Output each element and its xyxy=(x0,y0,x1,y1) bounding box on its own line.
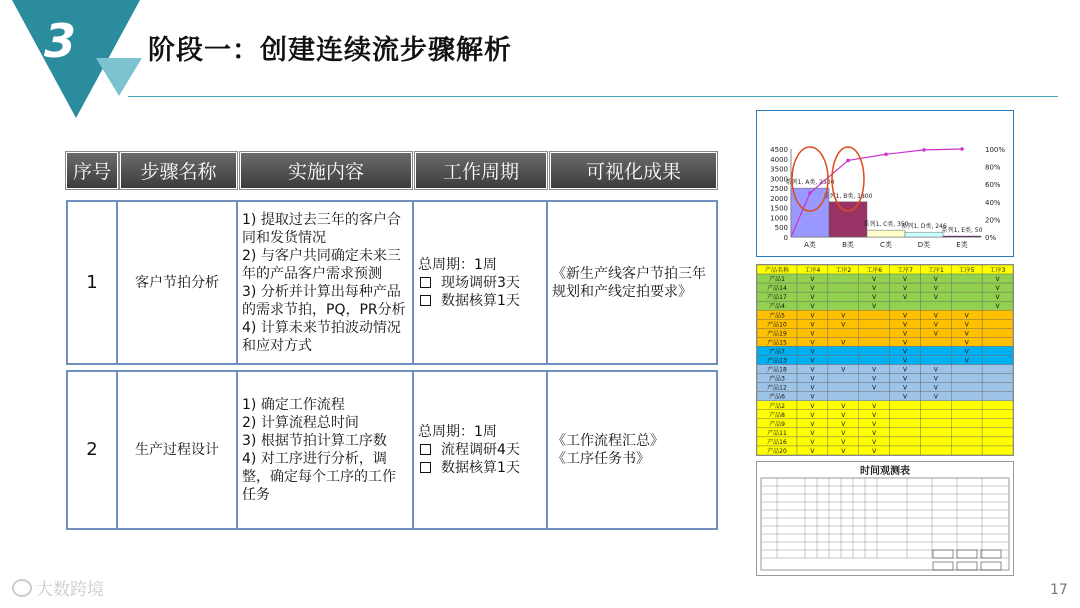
matrix-cell xyxy=(982,419,1013,428)
matrix-mark: V xyxy=(964,339,969,347)
matrix-cell xyxy=(982,319,1013,328)
matrix-cell xyxy=(859,328,890,337)
matrix-row-name: 产品11 xyxy=(767,429,787,437)
matrix-mark: V xyxy=(810,420,815,428)
matrix-mark: V xyxy=(964,348,969,356)
time-observation-sheet xyxy=(756,461,1014,576)
matrix-mark: V xyxy=(902,312,908,320)
product-process-matrix xyxy=(756,264,1014,456)
matrix-row-name: 产品12 xyxy=(767,384,787,392)
matrix-cell xyxy=(890,446,921,455)
matrix-cell xyxy=(890,301,921,310)
row1-period-item: 数据核算1天 xyxy=(418,292,542,310)
matrix-mark: V xyxy=(810,339,815,347)
obs-stamp-box xyxy=(933,550,953,558)
pareto-chart xyxy=(756,110,1014,257)
matrix-cell xyxy=(828,283,859,292)
page-title: 阶段一：创建连续流步骤解析 xyxy=(148,35,512,66)
obs-stamp-box xyxy=(981,562,1001,570)
row1-result xyxy=(546,200,718,365)
observation-sheet-title: 时间观测表 xyxy=(860,466,910,477)
matrix-cell xyxy=(828,392,859,401)
matrix-row-name: 产品13 xyxy=(767,357,787,365)
pareto-pct-tick: 80% xyxy=(985,163,1001,172)
matrix-mark: V xyxy=(902,384,908,392)
row1-content-line: 2) 与客户共同确定未来三年的产品客户需求预测 xyxy=(242,247,401,282)
matrix-mark: V xyxy=(841,429,846,437)
matrix-cell xyxy=(920,346,951,355)
matrix-cell xyxy=(890,428,921,437)
matrix-cell xyxy=(951,365,982,374)
matrix-mark: V xyxy=(995,285,1000,293)
row2-content-line: 2) 计算流程总时间 xyxy=(242,415,359,431)
matrix-cell xyxy=(982,383,1013,392)
matrix-mark: V xyxy=(933,285,938,293)
matrix-cell xyxy=(951,419,982,428)
pareto-ytick: 500 xyxy=(774,224,788,233)
pareto-cumulative-point xyxy=(884,152,888,156)
matrix-row-name: 产品16 xyxy=(767,438,787,446)
pareto-data-label: 系列1, D类, 246 xyxy=(901,223,947,231)
pareto-pct-tick: 100% xyxy=(985,146,1006,154)
matrix-cell xyxy=(982,392,1013,401)
matrix-mark: V xyxy=(902,321,908,329)
matrix-mark: V xyxy=(810,393,815,401)
matrix-mark: V xyxy=(810,375,815,383)
row2-step: 生产过程设计 xyxy=(116,370,238,530)
matrix-cell xyxy=(828,346,859,355)
pareto-ytick: 4500 xyxy=(770,146,788,154)
matrix-mark: V xyxy=(841,411,846,419)
matrix-cell xyxy=(920,437,951,446)
row2-content-line: 1) 确定工作流程 xyxy=(242,397,345,413)
matrix-mark: V xyxy=(810,366,815,374)
matrix-cell xyxy=(951,428,982,437)
matrix-mark: V xyxy=(964,357,969,365)
pareto-bar xyxy=(943,236,981,237)
matrix-mark: V xyxy=(810,321,815,329)
pareto-ytick: 4000 xyxy=(770,155,788,164)
obs-frame xyxy=(761,478,1009,570)
matrix-header: 工序6 xyxy=(866,267,883,275)
matrix-cell xyxy=(920,301,951,310)
matrix-mark: V xyxy=(810,276,815,284)
matrix-cell xyxy=(828,301,859,310)
pareto-cumulative-point xyxy=(922,148,926,152)
matrix-mark: V xyxy=(964,321,969,329)
matrix-cell xyxy=(951,374,982,383)
matrix-row-name: 产品18 xyxy=(767,366,787,374)
matrix-cell xyxy=(982,355,1013,364)
matrix-cell xyxy=(951,283,982,292)
matrix-mark: V xyxy=(810,294,815,302)
matrix-mark: V xyxy=(872,402,877,410)
matrix-mark: V xyxy=(810,384,815,392)
checkbox-icon xyxy=(420,277,431,288)
matrix-mark: V xyxy=(872,375,877,383)
matrix-mark: V xyxy=(872,429,877,437)
matrix-cell xyxy=(982,437,1013,446)
matrix-mark: V xyxy=(841,312,846,320)
matrix-cell xyxy=(982,346,1013,355)
matrix-mark: V xyxy=(964,330,969,338)
matrix-mark: V xyxy=(872,294,877,302)
pareto-bar xyxy=(905,232,943,237)
obs-stamp-box xyxy=(957,550,977,558)
pareto-ytick: 0 xyxy=(783,234,788,242)
matrix-mark: V xyxy=(841,366,846,374)
matrix-header: 工序2 xyxy=(835,267,852,275)
matrix-mark: V xyxy=(872,420,877,428)
matrix-mark: V xyxy=(902,357,908,365)
row2-content xyxy=(236,370,414,530)
matrix-cell xyxy=(982,310,1013,319)
obs-stamp-box xyxy=(981,550,1001,558)
pareto-ytick: 3500 xyxy=(770,165,788,174)
matrix-mark: V xyxy=(872,366,877,374)
matrix-cell xyxy=(920,419,951,428)
matrix-cell xyxy=(859,337,890,346)
obs-stamp-box xyxy=(933,562,953,570)
matrix-row-name: 产品5 xyxy=(769,312,785,320)
matrix-mark: V xyxy=(933,384,938,392)
matrix-mark: V xyxy=(902,375,908,383)
pareto-bar xyxy=(867,230,905,237)
pareto-cumulative-point xyxy=(960,147,964,151)
matrix-cell xyxy=(859,310,890,319)
footer-logo: 大数跨境 xyxy=(12,575,104,600)
matrix-mark: V xyxy=(810,285,815,293)
matrix-header: 工序1 xyxy=(927,267,944,275)
matrix-mark: V xyxy=(964,312,969,320)
row2-period-item: 流程调研4天 xyxy=(418,441,542,459)
col-header-num: 序号 xyxy=(66,152,118,189)
matrix-cell xyxy=(982,328,1013,337)
matrix-mark: V xyxy=(810,438,815,446)
matrix-mark: V xyxy=(810,348,815,356)
matrix-mark: V xyxy=(810,411,815,419)
row1-step: 客户节拍分析 xyxy=(116,200,238,365)
matrix-mark: V xyxy=(933,276,938,284)
matrix-mark: V xyxy=(933,294,938,302)
matrix-mark: V xyxy=(933,366,938,374)
matrix-row-name: 产品4 xyxy=(769,303,785,311)
matrix-header: 产品名称 xyxy=(764,267,790,275)
matrix-cell xyxy=(859,346,890,355)
matrix-mark: V xyxy=(841,438,846,446)
matrix-mark: V xyxy=(810,303,815,311)
pareto-ytick: 2500 xyxy=(770,185,788,194)
matrix-mark: V xyxy=(810,448,815,455)
matrix-cell xyxy=(828,274,859,283)
matrix-cell xyxy=(982,410,1013,419)
matrix-cell xyxy=(951,401,982,410)
matrix-cell xyxy=(859,355,890,364)
checkbox-icon xyxy=(420,462,431,473)
matrix-mark: V xyxy=(902,348,908,356)
col-header-step: 步骤名称 xyxy=(120,152,237,189)
row1-content-line: 1) 提取过去三年的客户合同和发货情况 xyxy=(242,211,401,246)
pareto-category: A类 xyxy=(804,241,816,249)
row2-result-doc: 《工序任务书》 xyxy=(552,451,650,467)
row2-result xyxy=(546,370,718,530)
matrix-mark: V xyxy=(933,393,938,401)
col-header-content: 实施内容 xyxy=(240,152,412,189)
matrix-cell xyxy=(859,319,890,328)
matrix-row-name: 产品19 xyxy=(767,330,787,338)
matrix-mark: V xyxy=(810,402,815,410)
pareto-data-label: 系列1, C类, 350 xyxy=(863,221,909,229)
checkbox-icon xyxy=(420,295,431,306)
row1-content xyxy=(236,200,414,365)
matrix-mark: V xyxy=(841,448,846,455)
matrix-cell xyxy=(890,401,921,410)
pareto-bar xyxy=(829,202,867,237)
matrix-cell xyxy=(951,392,982,401)
col-header-period: 工作周期 xyxy=(415,152,547,189)
page-number: 17 xyxy=(1050,582,1068,598)
matrix-cell xyxy=(828,374,859,383)
matrix-row-name: 产品15 xyxy=(767,339,787,347)
matrix-cell xyxy=(828,292,859,301)
matrix-cell xyxy=(982,428,1013,437)
matrix-cell xyxy=(920,446,951,455)
matrix-mark: V xyxy=(902,294,908,302)
matrix-cell xyxy=(982,365,1013,374)
pareto-pct-tick: 0% xyxy=(985,234,997,242)
matrix-mark: V xyxy=(810,312,815,320)
matrix-mark: V xyxy=(841,321,846,329)
matrix-mark: V xyxy=(810,330,815,338)
matrix-mark: V xyxy=(902,339,908,347)
pareto-data-label: 系列1, A类, 2500 xyxy=(785,179,835,187)
matrix-cell xyxy=(951,383,982,392)
matrix-header: 工序7 xyxy=(897,267,913,275)
matrix-row-name: 产品14 xyxy=(767,285,787,293)
pareto-category: C类 xyxy=(880,241,892,249)
matrix-mark: V xyxy=(841,420,846,428)
matrix-row-name: 产品3 xyxy=(769,375,785,383)
matrix-mark: V xyxy=(872,438,877,446)
matrix-mark: V xyxy=(995,276,1000,284)
matrix-cell xyxy=(982,446,1013,455)
row1-content-line: 4) 计算未来节拍波动情况和应对方式 xyxy=(242,319,401,354)
matrix-header: 工序4 xyxy=(804,267,821,275)
matrix-row-name: 产品20 xyxy=(767,448,787,455)
matrix-header: 工序5 xyxy=(958,267,975,275)
pareto-data-label: 系列1, E类, 50 xyxy=(941,227,983,235)
matrix-row-name: 产品2 xyxy=(769,402,785,410)
highlight-circle xyxy=(832,147,864,211)
matrix-mark: V xyxy=(995,294,1000,302)
matrix-cell xyxy=(951,292,982,301)
pareto-cumulative-point xyxy=(846,159,850,163)
checkbox-icon xyxy=(420,444,431,455)
matrix-cell xyxy=(828,355,859,364)
matrix-mark: V xyxy=(902,330,908,338)
row2-period-item: 数据核算1天 xyxy=(418,459,542,477)
matrix-cell xyxy=(920,337,951,346)
matrix-cell xyxy=(982,337,1013,346)
row1-num: 1 xyxy=(66,200,118,365)
matrix-mark: V xyxy=(841,339,846,347)
matrix-cell xyxy=(951,446,982,455)
matrix-header: 工序3 xyxy=(989,267,1006,275)
logo-icon xyxy=(12,579,32,597)
row1-period-total: 总周期：1周 xyxy=(418,256,497,273)
pareto-ytick: 2000 xyxy=(770,194,788,203)
row1-period xyxy=(412,200,548,365)
matrix-mark: V xyxy=(933,375,938,383)
pareto-pct-tick: 20% xyxy=(985,216,1001,225)
matrix-cell xyxy=(951,274,982,283)
matrix-cell xyxy=(951,301,982,310)
title-divider xyxy=(128,96,1058,97)
pareto-ytick: 3000 xyxy=(770,175,788,184)
matrix-cell xyxy=(920,355,951,364)
matrix-mark: V xyxy=(902,285,908,293)
matrix-cell xyxy=(920,410,951,419)
pareto-category: B类 xyxy=(842,241,854,249)
matrix-cell xyxy=(890,419,921,428)
matrix-cell xyxy=(951,437,982,446)
matrix-cell xyxy=(982,374,1013,383)
row2-result-doc: 《工作流程汇总》 xyxy=(552,433,664,449)
matrix-mark: V xyxy=(872,384,877,392)
pareto-pct-tick: 60% xyxy=(985,181,1001,190)
matrix-mark: V xyxy=(872,285,877,293)
matrix-mark: V xyxy=(810,429,815,437)
matrix-mark: V xyxy=(933,321,938,329)
matrix-mark: V xyxy=(995,303,1000,311)
matrix-row-name: 产品17 xyxy=(767,294,787,302)
matrix-cell xyxy=(890,437,921,446)
pareto-pct-tick: 40% xyxy=(985,198,1001,207)
matrix-mark: V xyxy=(872,276,877,284)
pareto-category: D类 xyxy=(917,241,931,249)
matrix-cell xyxy=(982,401,1013,410)
pareto-cumulative-point xyxy=(808,191,812,195)
row2-period-total: 总周期：1周 xyxy=(418,424,497,440)
matrix-cell xyxy=(828,328,859,337)
matrix-mark: V xyxy=(902,276,908,284)
row2-content-line: 3) 根据节拍计算工序数 xyxy=(242,433,387,449)
row1-content-line: 3) 分析并计算出每种产品的需求节拍，PQ，PR分析 xyxy=(242,283,406,318)
section-number: 3 xyxy=(44,14,77,68)
matrix-mark: V xyxy=(902,366,908,374)
pareto-ytick: 1000 xyxy=(770,214,788,223)
obs-stamp-box xyxy=(957,562,977,570)
matrix-cell xyxy=(920,428,951,437)
row2-content-line: 4) 对工序进行分析，调整，确定每个工序的工作任务 xyxy=(242,451,396,503)
matrix-row-name: 产品6 xyxy=(769,393,785,401)
matrix-mark: V xyxy=(872,448,877,455)
matrix-row-name: 产品1 xyxy=(769,276,785,284)
matrix-mark: V xyxy=(872,303,877,311)
matrix-mark: V xyxy=(933,330,938,338)
matrix-cell xyxy=(828,383,859,392)
matrix-mark: V xyxy=(902,393,908,401)
matrix-cell xyxy=(890,410,921,419)
matrix-row-name: 产品9 xyxy=(769,420,785,428)
matrix-cell xyxy=(859,392,890,401)
matrix-cell xyxy=(920,401,951,410)
col-header-result: 可视化成果 xyxy=(550,152,717,189)
pareto-ytick: 1500 xyxy=(770,204,788,213)
matrix-row-name: 产品8 xyxy=(769,411,785,419)
row2-period xyxy=(412,370,548,530)
row1-period-item: 现场调研3天 xyxy=(418,274,542,292)
matrix-mark: V xyxy=(841,402,846,410)
matrix-mark: V xyxy=(933,312,938,320)
pareto-data-label: 系列1, B类, 1800 xyxy=(823,192,873,200)
matrix-row-name: 产品7 xyxy=(769,348,785,356)
pareto-category: E类 xyxy=(956,241,968,249)
matrix-mark: V xyxy=(872,411,877,419)
matrix-row-name: 产品10 xyxy=(767,321,787,329)
matrix-cell xyxy=(951,410,982,419)
row2-num: 2 xyxy=(66,370,118,530)
matrix-mark: V xyxy=(810,357,815,365)
row1-result-doc: 《新生产线客户节拍三年规划和产线定拍要求》 xyxy=(552,265,706,300)
badge-triangle-light xyxy=(96,58,142,96)
